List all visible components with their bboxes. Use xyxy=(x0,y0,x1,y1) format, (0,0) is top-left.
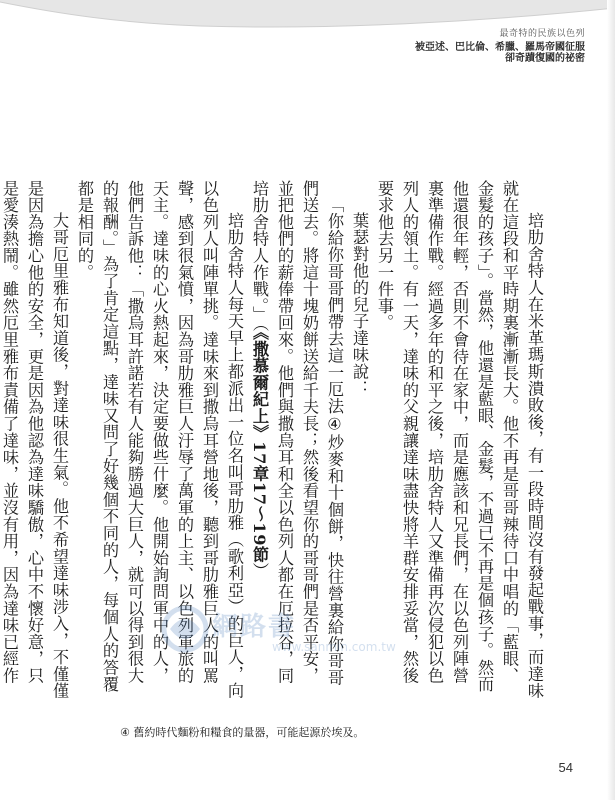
footnote-reference: ④ xyxy=(325,414,344,435)
paragraph-5: 大哥厄里雅布知道後，對達味很生氣。他不希望達味涉入，不僅僅是因為擔心他的安全，更是因為他認為達味驕傲，心中不懷好意，只是愛湊熱鬧。雖然厄里雅布責備了達味，並沒有用，因為達味已經作 xyxy=(0,180,69,700)
scripture-citation: 《撒慕爾紀上》17章17～19節 xyxy=(250,331,269,563)
watermark-url: www.sanmin.com.tw xyxy=(272,640,396,654)
footnote xyxy=(120,724,364,740)
paragraph-2: 葉瑟對他的兒子達味說： xyxy=(350,212,369,398)
quote-text-part-2: 炒麥和十個餅，快往營裏給你哥哥們送去。將這十塊奶餅送給千夫長；然後看望你的哥哥們是否平安，並把他們的薪俸帶回來。他們與撒烏耳和全以色列人都在厄拉谷，同培肋舍特人作戰。」（ xyxy=(250,180,344,687)
paragraph-1: 培肋舍特人在米革瑪斯潰敗後，有一段時間沒有發起戰事，而達味就在這段和平時期裏漸漸長大。他不再是哥哥辣待口中唱的「藍眼、金髮的孩子」。當然，他還是藍眼、金髮，不過已不再是個孩子。然而他還很年輕，否則不會待在家中，而是應該和兄長們，在以色列陣營裏準備作戰。經過多年的和平之後，培肋舍特人又準備再次侵犯以色列人的領土。有一天，達味的父親讓達味盡快將羊群安排妥當，然後要求他去另一件事。 xyxy=(375,180,544,700)
quote-close: ） xyxy=(250,562,269,580)
page-edge-tab xyxy=(607,0,615,800)
body-text xyxy=(0,180,547,700)
book-title-line-2: 卻奇蹟復國的祕密 xyxy=(505,52,585,64)
watermark-text: 網路書 xyxy=(212,612,297,642)
paragraph-4: 培肋舍特人每天早上都派出一位名叫哥肋雅（歌利亞）的巨人，向以色列人叫陣單挑。達味來到撒烏耳營地後，聽到哥肋雅巨人的叫罵聲，感到很氣憤，因為哥肋雅巨人汙辱了萬軍的上主、以色列軍旅的天主。達味的心火熱起來，決定要做些什麼。他開始詢問軍中的人，他們告訴他：「撒烏耳許諾若有人能夠勝過大巨人，就可以得到很大的報酬。」為了肯定這點，達味又問了好幾個不同的人，每個人的答覆都是相同的。 xyxy=(75,180,244,700)
footnote-mark: ④ xyxy=(120,726,130,739)
running-header xyxy=(415,30,585,64)
footnote-text: 舊約時代麵粉和糧食的量器，可能起源於埃及。 xyxy=(133,726,365,739)
paragraph-quote xyxy=(247,180,347,700)
page-number: 54 xyxy=(558,760,573,775)
quote-text-part-1: 「你給你哥哥們帶去這一厄法 xyxy=(325,196,344,415)
book-title-line-1: 被亞述、巴比倫、希臘、羅馬帝國征服 xyxy=(415,41,585,53)
series-title: 最奇特的民族以色列 xyxy=(499,29,585,39)
